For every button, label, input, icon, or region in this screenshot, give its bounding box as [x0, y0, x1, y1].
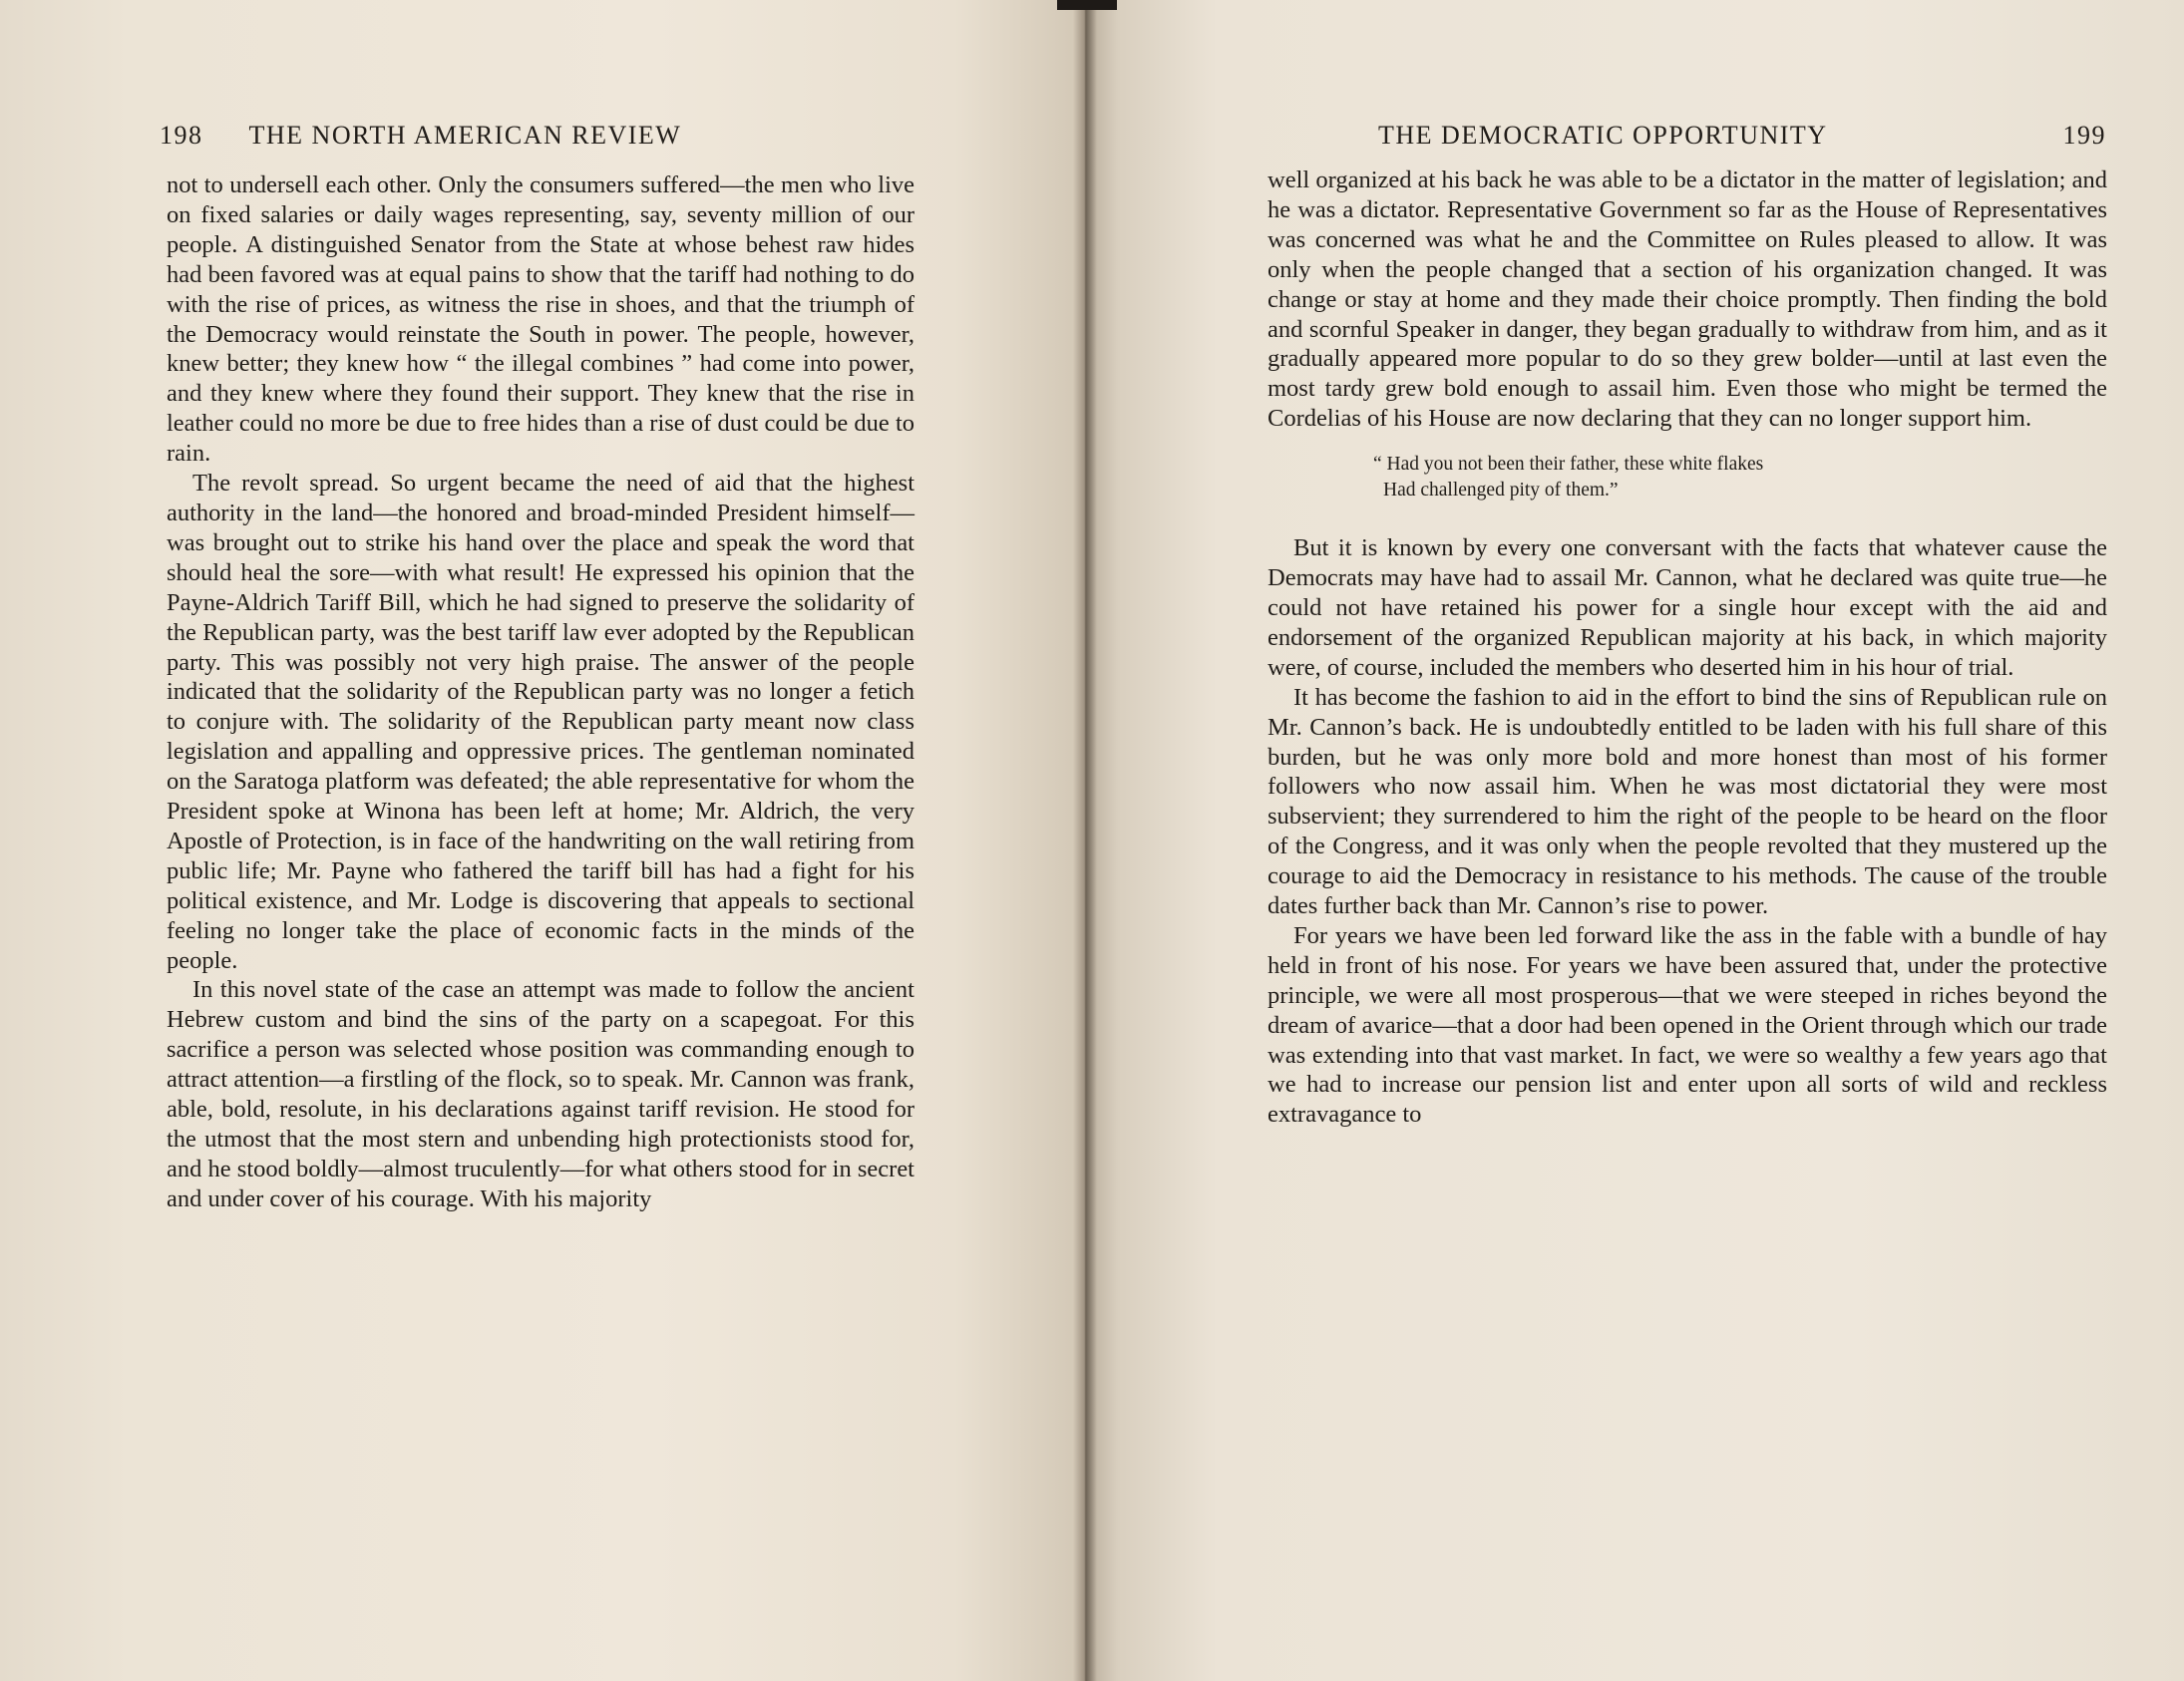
right-page [1085, 0, 2184, 1681]
right-body-text [1268, 166, 2107, 1130]
left-running-head: THE NORTH AMERICAN REVIEW [248, 121, 682, 150]
right-page-number: 199 [2062, 121, 2106, 150]
block-quote [1268, 452, 2107, 504]
left-paragraph-1: not to undersell each other. Only the consumers suffered—the men who live on fixed salaries or daily wages representing, say, seventy million of our people. A distinguished Senator from the State at whose behest raw hides had been favored was at equal pains to show that the tariff had nothing to do with the rise of prices, as witness the rise in shoes, and that the triumph of the Democracy would reinstate the South in power. The people, however, knew better; they knew how “ the illegal combines ” had come into power, and they knew where they found their support. They knew that the rise in leather could no more be due to free hides than a rise of dust could be due to rain. [167, 171, 914, 468]
left-body-text [167, 170, 914, 1214]
spine-shadow [1057, 0, 1117, 10]
left-paragraph-2: The revolt spread. So urgent became the need of aid that the highest authority in the land—the honored and broad-minded President himself—was brought out to strike his hand over the place and speak the word that should heal the sore—with what result! He expressed his opinion that the Payne-Aldrich Tariff Bill, which he had signed to preserve the solidarity of the Republican party, was the best tariff law ever adopted by the Republican party. This was possibly not very high praise. The answer of the people indicated that the solidarity of the Republican party was no longer a fetich to conjure with. The solidarity of the Republican party meant now class legislation and appalling and oppressive prices. The gentleman nominated on the Saratoga platform was defeated; the able representative for whom the President spoke at Winona has been left at home; Mr. Aldrich, the very Apostle of Protection, is in face of the handwriting on the wall retiring from public life; Mr. Payne who fathered the tariff bill has had a fight for his political existence, and Mr. Lodge is discovering that appeals to sectional feeling no longer take the place of economic facts in the minds of the people. [167, 470, 914, 974]
quote-line-2: Had challenged pity of them.” [1383, 480, 1619, 502]
book-gutter [1073, 0, 1097, 1681]
left-running-header [160, 121, 912, 157]
left-page [0, 0, 1085, 1681]
right-paragraph-2: But it is known by every one conversant with the facts that whatever cause the Democrats may have had to assail Mr. Cannon, what he declared was quite true—he could not have retained his power for a single hour except with the aid and endorsement of the organized Republican majority at his back, in which majority were, of course, included the members who deserted him in his hour of trial. [1268, 534, 2107, 681]
right-paragraph-3: It has become the fashion to aid in the effort to bind the sins of Republican rule on Mr. Cannon’s back. He is undoubtedly entitled to be laden with his full share of this burden, but he was only more bold and more honest than most of his former followers who now assail him. When he was most dictatorial they were most subservient; they surrendered to him the right of the people to be heard on the floor of the Congress, and it was only when the people revolted that they mustered up the courage to aid the Democracy in resistance to his methods. The cause of the trouble dates further back than Mr. Cannon’s rise to power. [1268, 683, 2107, 920]
right-running-head: THE DEMOCRATIC OPPORTUNITY [1378, 121, 1828, 150]
right-running-header [1378, 121, 2106, 157]
left-paragraph-3: In this novel state of the case an attempt was made to follow the ancient Hebrew custom and bind the sins of the party on a scapegoat. For this sacrifice a person was selected whose position was commanding enough to attract attention—a firstling of the flock, so to speak. Mr. Cannon was frank, able, bold, resolute, in his declarations against tariff revision. He stood for the utmost that the most stern and unbending high protectionists stood for, and he stood boldly—almost truculently—for what others stood for in secret and under cover of his courage. With his majority [167, 976, 914, 1212]
left-page-number: 198 [160, 121, 203, 150]
right-paragraph-4: For years we have been led forward like the ass in the fable with a bundle of hay held in front of his nose. For years we have been assured that, under the protective principle, we were all most prosperous—that we were steeped in riches beyond the dream of avarice—that a door had been opened in the Orient through which our trade was extending into that vast market. In fact, we were so wealthy a few years ago that we had to increase our pension list and enter upon all sorts of wild and reckless extravagance to [1268, 921, 2107, 1129]
right-paragraph-1: well organized at his back he was able to be a dictator in the matter of legislation; and he was a dictator. Representative Government so far as the House of Representatives was concerned was what he and the Committee on Rules pleased to allow. It was only when the people changed that a section of his organization changed. It was change or stay at home and they made their choice promptly. Then finding the bold and scornful Speaker in danger, they began gradually to withdraw from him, and as it gradually appeared more popular to do so they grew bolder—until at last even the most tardy grew bold enough to assail him. Even those who might be termed the Cordelias of his House are now declaring that they can no longer support him. [1268, 167, 2107, 433]
quote-line-1: “ Had you not been their father, these white flakes [1373, 454, 1764, 476]
